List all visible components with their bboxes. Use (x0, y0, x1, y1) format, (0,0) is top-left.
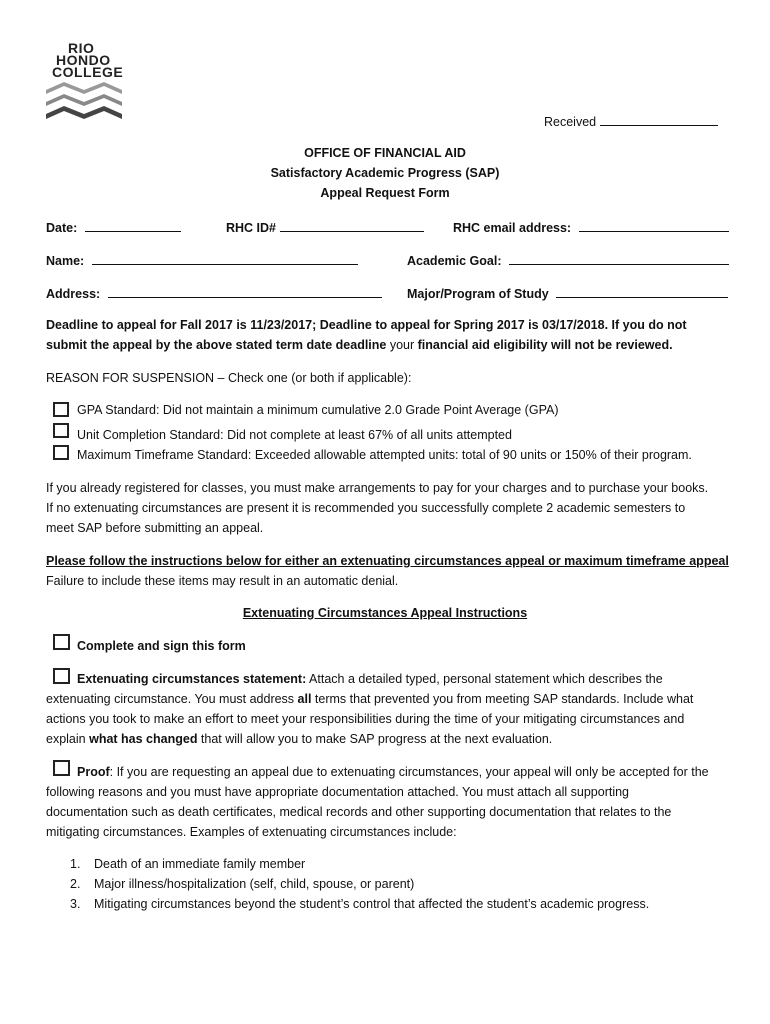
email-field (453, 219, 729, 235)
example-number: 2. (70, 877, 81, 891)
gpa-checkbox[interactable] (53, 402, 69, 417)
unit-completion-option-label: Unit Completion Standard: Did not complete at least 67% of all units attempted (77, 428, 512, 442)
major-field (407, 285, 728, 301)
complete-sign-checkbox[interactable] (53, 634, 70, 650)
registered-line-1: If you already registered for classes, you must make arrangements to pay for your charges and to purchase your books. (46, 481, 709, 495)
example-item-1 (70, 857, 305, 871)
proof-line-2: following reasons and you must have appropriate documentation attached. You must attach all supporting (46, 785, 630, 799)
deadline-line-2 (46, 338, 673, 352)
received-field (544, 113, 718, 129)
statement-line-1 (77, 672, 663, 686)
proof-text-1: : If you are requesting an appeal due to extenuating circumstances, your appeal will only be accepted for the (109, 765, 709, 779)
proof-label: Proof (77, 765, 110, 779)
statement-text-2c: terms that prevented you from meeting SAP standards. Include what (311, 692, 694, 706)
address-input[interactable] (108, 285, 382, 298)
form-title: Appeal Request Form (320, 186, 450, 200)
office-title: OFFICE OF FINANCIAL AID (304, 146, 466, 160)
wave-logo-icon (44, 80, 124, 130)
statement-text-2b: all (297, 692, 312, 706)
name-label: Name: (46, 254, 85, 268)
received-input[interactable] (600, 113, 718, 126)
logo-text-line3: COLLEGE (52, 64, 124, 80)
rhc-id-label: RHC ID# (226, 221, 277, 235)
address-label: Address: (46, 287, 101, 301)
instructions-heading: Please follow the instructions below for either an extenuating circumstances appeal or maximum timeframe appeal (46, 554, 729, 568)
date-input[interactable] (85, 219, 181, 232)
example-text: Mitigating circumstances beyond the student’s control that affected the student’s academic progress. (94, 897, 650, 911)
deadline-text-c: financial aid eligibility will not be reviewed. (414, 338, 673, 352)
registered-line-2: If no extenuating circumstances are present it is recommended you successfully complete 2 academic semesters to (46, 501, 686, 515)
complete-sign-label: Complete and sign this form (77, 639, 246, 653)
rhc-id-input[interactable] (280, 219, 424, 232)
gpa-option-label: GPA Standard: Did not maintain a minimum cumulative 2.0 Grade Point Average (GPA) (77, 403, 559, 417)
college-logo (44, 42, 124, 126)
rhc-id-field (226, 219, 424, 235)
major-label: Major/Program of Study (407, 287, 549, 301)
goal-label: Academic Goal: (407, 254, 502, 268)
logo-text-line2: HONDO (56, 52, 111, 68)
max-timeframe-checkbox[interactable] (53, 445, 69, 460)
deadline-line-1: Deadline to appeal for Fall 2017 is 11/23/2017; Deadline to appeal for Spring 2017 is 03/17/2018. If you do not (46, 318, 687, 332)
max-timeframe-option-label: Maximum Timeframe Standard: Exceeded allowable attempted units: total of 90 units or 150% of their program. (77, 448, 692, 462)
deadline-text-a: submit the appeal by the above stated term date deadline (46, 338, 390, 352)
example-text: Major illness/hospitalization (self, child, spouse, or parent) (94, 877, 415, 891)
date-field (46, 219, 181, 235)
example-item-3 (70, 897, 649, 911)
statement-text-1: Attach a detailed typed, personal statement which describes the (306, 672, 663, 686)
proof-line-4: mitigating circumstances. Examples of extenuating circumstances include: (46, 825, 457, 839)
proof-checkbox[interactable] (53, 760, 70, 776)
statement-text-4c: that will allow you to make SAP progress at the next evaluation. (197, 732, 553, 746)
goal-field (407, 252, 729, 268)
deadline-text-b: your (389, 338, 415, 352)
statement-line-4 (46, 732, 552, 746)
statement-checkbox[interactable] (53, 668, 70, 684)
name-input[interactable] (92, 252, 358, 265)
reason-heading: REASON FOR SUSPENSION – Check one (or both if applicable): (46, 371, 412, 385)
statement-label: Extenuating circumstances statement: (77, 672, 307, 686)
example-number: 3. (70, 897, 81, 911)
major-input[interactable] (556, 285, 728, 298)
sap-subtitle: Satisfactory Academic Progress (SAP) (270, 166, 500, 180)
failure-note: Failure to include these items may result in an automatic denial. (46, 574, 399, 588)
statement-text-4b: what has changed (89, 732, 198, 746)
email-input[interactable] (579, 219, 729, 232)
logo-text-line1: RIO (68, 40, 95, 56)
registered-line-3: meet SAP before submitting an appeal. (46, 521, 264, 535)
statement-line-2 (46, 692, 693, 706)
statement-line-3: actions you took to make an effort to meet your responsibilities during the time of your mitigating circumstances and (46, 712, 685, 726)
proof-line-1 (77, 765, 709, 779)
ext-heading: Extenuating Circumstances Appeal Instructions (242, 606, 528, 620)
email-label: RHC email address: (453, 221, 572, 235)
address-field (46, 285, 382, 301)
example-item-2 (70, 877, 414, 891)
statement-text-4a: explain (46, 732, 90, 746)
received-label: Received (544, 115, 597, 129)
name-field (46, 252, 358, 268)
unit-completion-checkbox[interactable] (53, 423, 69, 438)
date-label: Date: (46, 221, 78, 235)
example-text: Death of an immediate family member (94, 857, 306, 871)
example-number: 1. (70, 857, 81, 871)
statement-text-2a: extenuating circumstance. You must address (46, 692, 298, 706)
goal-input[interactable] (509, 252, 729, 265)
proof-line-3: documentation such as death certificates, medical records and other supporting documentation that relates to the (46, 805, 672, 819)
